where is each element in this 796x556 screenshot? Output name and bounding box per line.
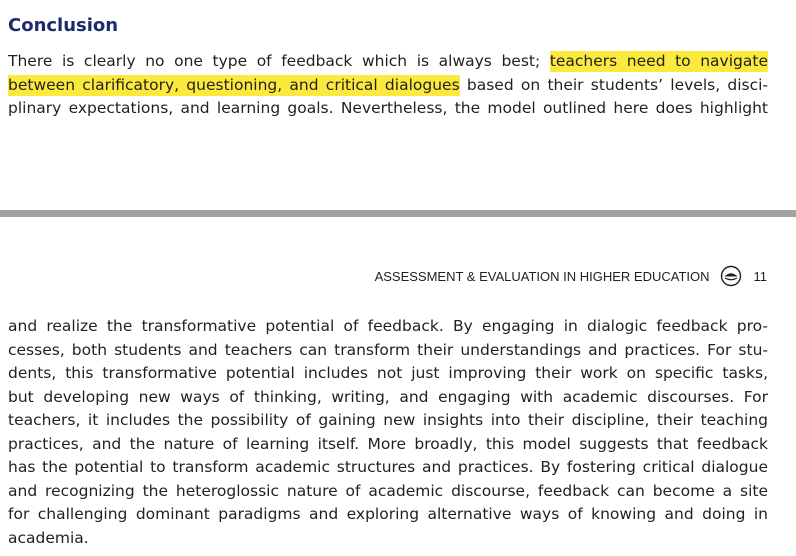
page-divider — [0, 210, 796, 217]
paragraph-line: has the potential to transform academic structures and practices. By fostering critical dialogue — [8, 458, 768, 476]
conclusion-paragraph — [8, 50, 768, 121]
highlighted-text[interactable]: teachers need to navigate — [549, 52, 768, 70]
page-top-section — [0, 0, 796, 210]
paragraph-line: and realize the transformative potential of feedback. By engaging in dialogic feedback pro- — [8, 317, 768, 335]
highlighted-text[interactable]: between clarificatory, questioning, and critical dialogues — [8, 75, 460, 94]
page-bottom-section — [0, 217, 796, 556]
paragraph-line — [8, 74, 768, 98]
page-number: 11 — [753, 268, 767, 284]
section-heading: Conclusion — [8, 15, 119, 36]
running-head — [375, 265, 767, 287]
paragraph-line — [8, 97, 768, 121]
paragraph-line: cesses, both students and teachers can transform their understandings and practices. For stu- — [8, 340, 768, 359]
paragraph-line: academia. — [8, 528, 89, 547]
body-paragraph — [8, 315, 768, 550]
line-text: plinary expectations, and learning goals. Nevertheless, the model outlined here does highlight — [8, 99, 768, 117]
line-text: There is clearly no one type of feedback which is always best; — [8, 52, 550, 70]
paragraph-line: dents, this transformative potential includes not just improving their work on specific tasks, — [8, 364, 768, 382]
line-text: based on their students’ levels, disci- — [459, 75, 769, 94]
journal-title: ASSESSMENT & EVALUATION IN HIGHER EDUCATION — [374, 268, 710, 284]
journal-logo-icon — [720, 265, 742, 287]
paragraph-line: and recognizing the heteroglossic nature of academic discourse, feedback can become a site — [8, 481, 768, 500]
paragraph-line — [8, 50, 768, 74]
paragraph-line: for challenging dominant paradigms and exploring alternative ways of knowing and doing in — [8, 505, 768, 523]
paragraph-line: practices, and the nature of learning itself. More broadly, this model suggests that feedback — [8, 434, 768, 453]
paragraph-line: but developing new ways of thinking, writing, and engaging with academic discourses. For — [8, 387, 768, 406]
paragraph-line: teachers, it includes the possibility of gaining new insights into their discipline, their teaching — [8, 411, 768, 429]
